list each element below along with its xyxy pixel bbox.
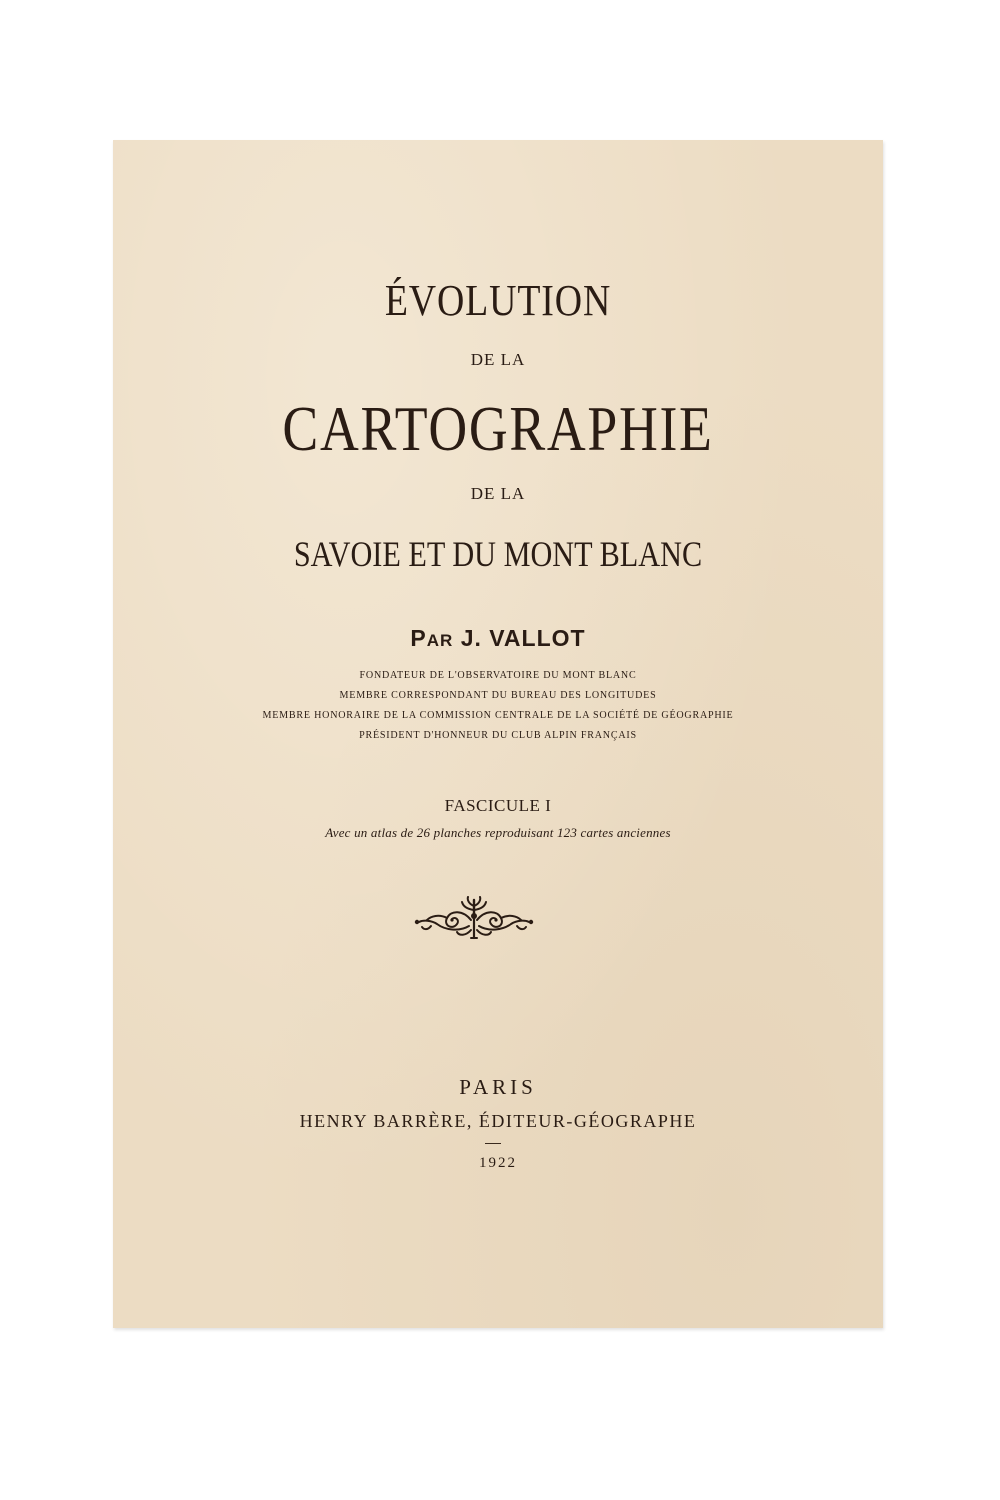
- imprint-divider: [485, 1143, 501, 1144]
- author-prefix-initial: P: [410, 625, 427, 651]
- fascicule-label: FASCICULE I: [444, 796, 552, 815]
- title-connector-de-la-1: DE LA: [470, 350, 526, 369]
- author-credential: MEMBRE HONORAIRE DE LA COMMISSION CENTRALE DE LA SOCIÉTÉ DE GÉOGRAPHIE: [262, 710, 734, 721]
- author-credential: MEMBRE CORRESPONDANT DU BUREAU DES LONGITUDES: [339, 690, 657, 701]
- title-evolution: ÉVOLUTION: [384, 276, 612, 325]
- imprint-publisher: HENRY BARRÈRE, ÉDITEUR-GÉOGRAPHE: [299, 1111, 697, 1131]
- title-cartographie: CARTOGRAPHIE: [282, 393, 714, 464]
- imprint-city: PARIS: [459, 1075, 537, 1099]
- author-credential: FONDATEUR DE L'OBSERVATOIRE DU MONT BLANC: [359, 670, 637, 681]
- author-line: [113, 624, 883, 655]
- title-connector-de-la-2: DE LA: [470, 484, 526, 503]
- author-prefix-rest: AR: [426, 631, 454, 650]
- atlas-note: Avec un atlas de 26 planches reproduisant 123 cartes anciennes: [325, 825, 671, 840]
- book-cover-page: [113, 140, 883, 1328]
- imprint-year: 1922: [479, 1155, 517, 1171]
- fleuron-ornament-icon: [411, 896, 537, 944]
- author-credential: PRÉSIDENT D'HONNEUR DU CLUB ALPIN FRANÇAIS: [359, 730, 637, 741]
- author-name: J. VALLOT: [460, 625, 586, 651]
- title-savoie-mont-blanc: SAVOIE ET DU MONT BLANC: [293, 534, 703, 574]
